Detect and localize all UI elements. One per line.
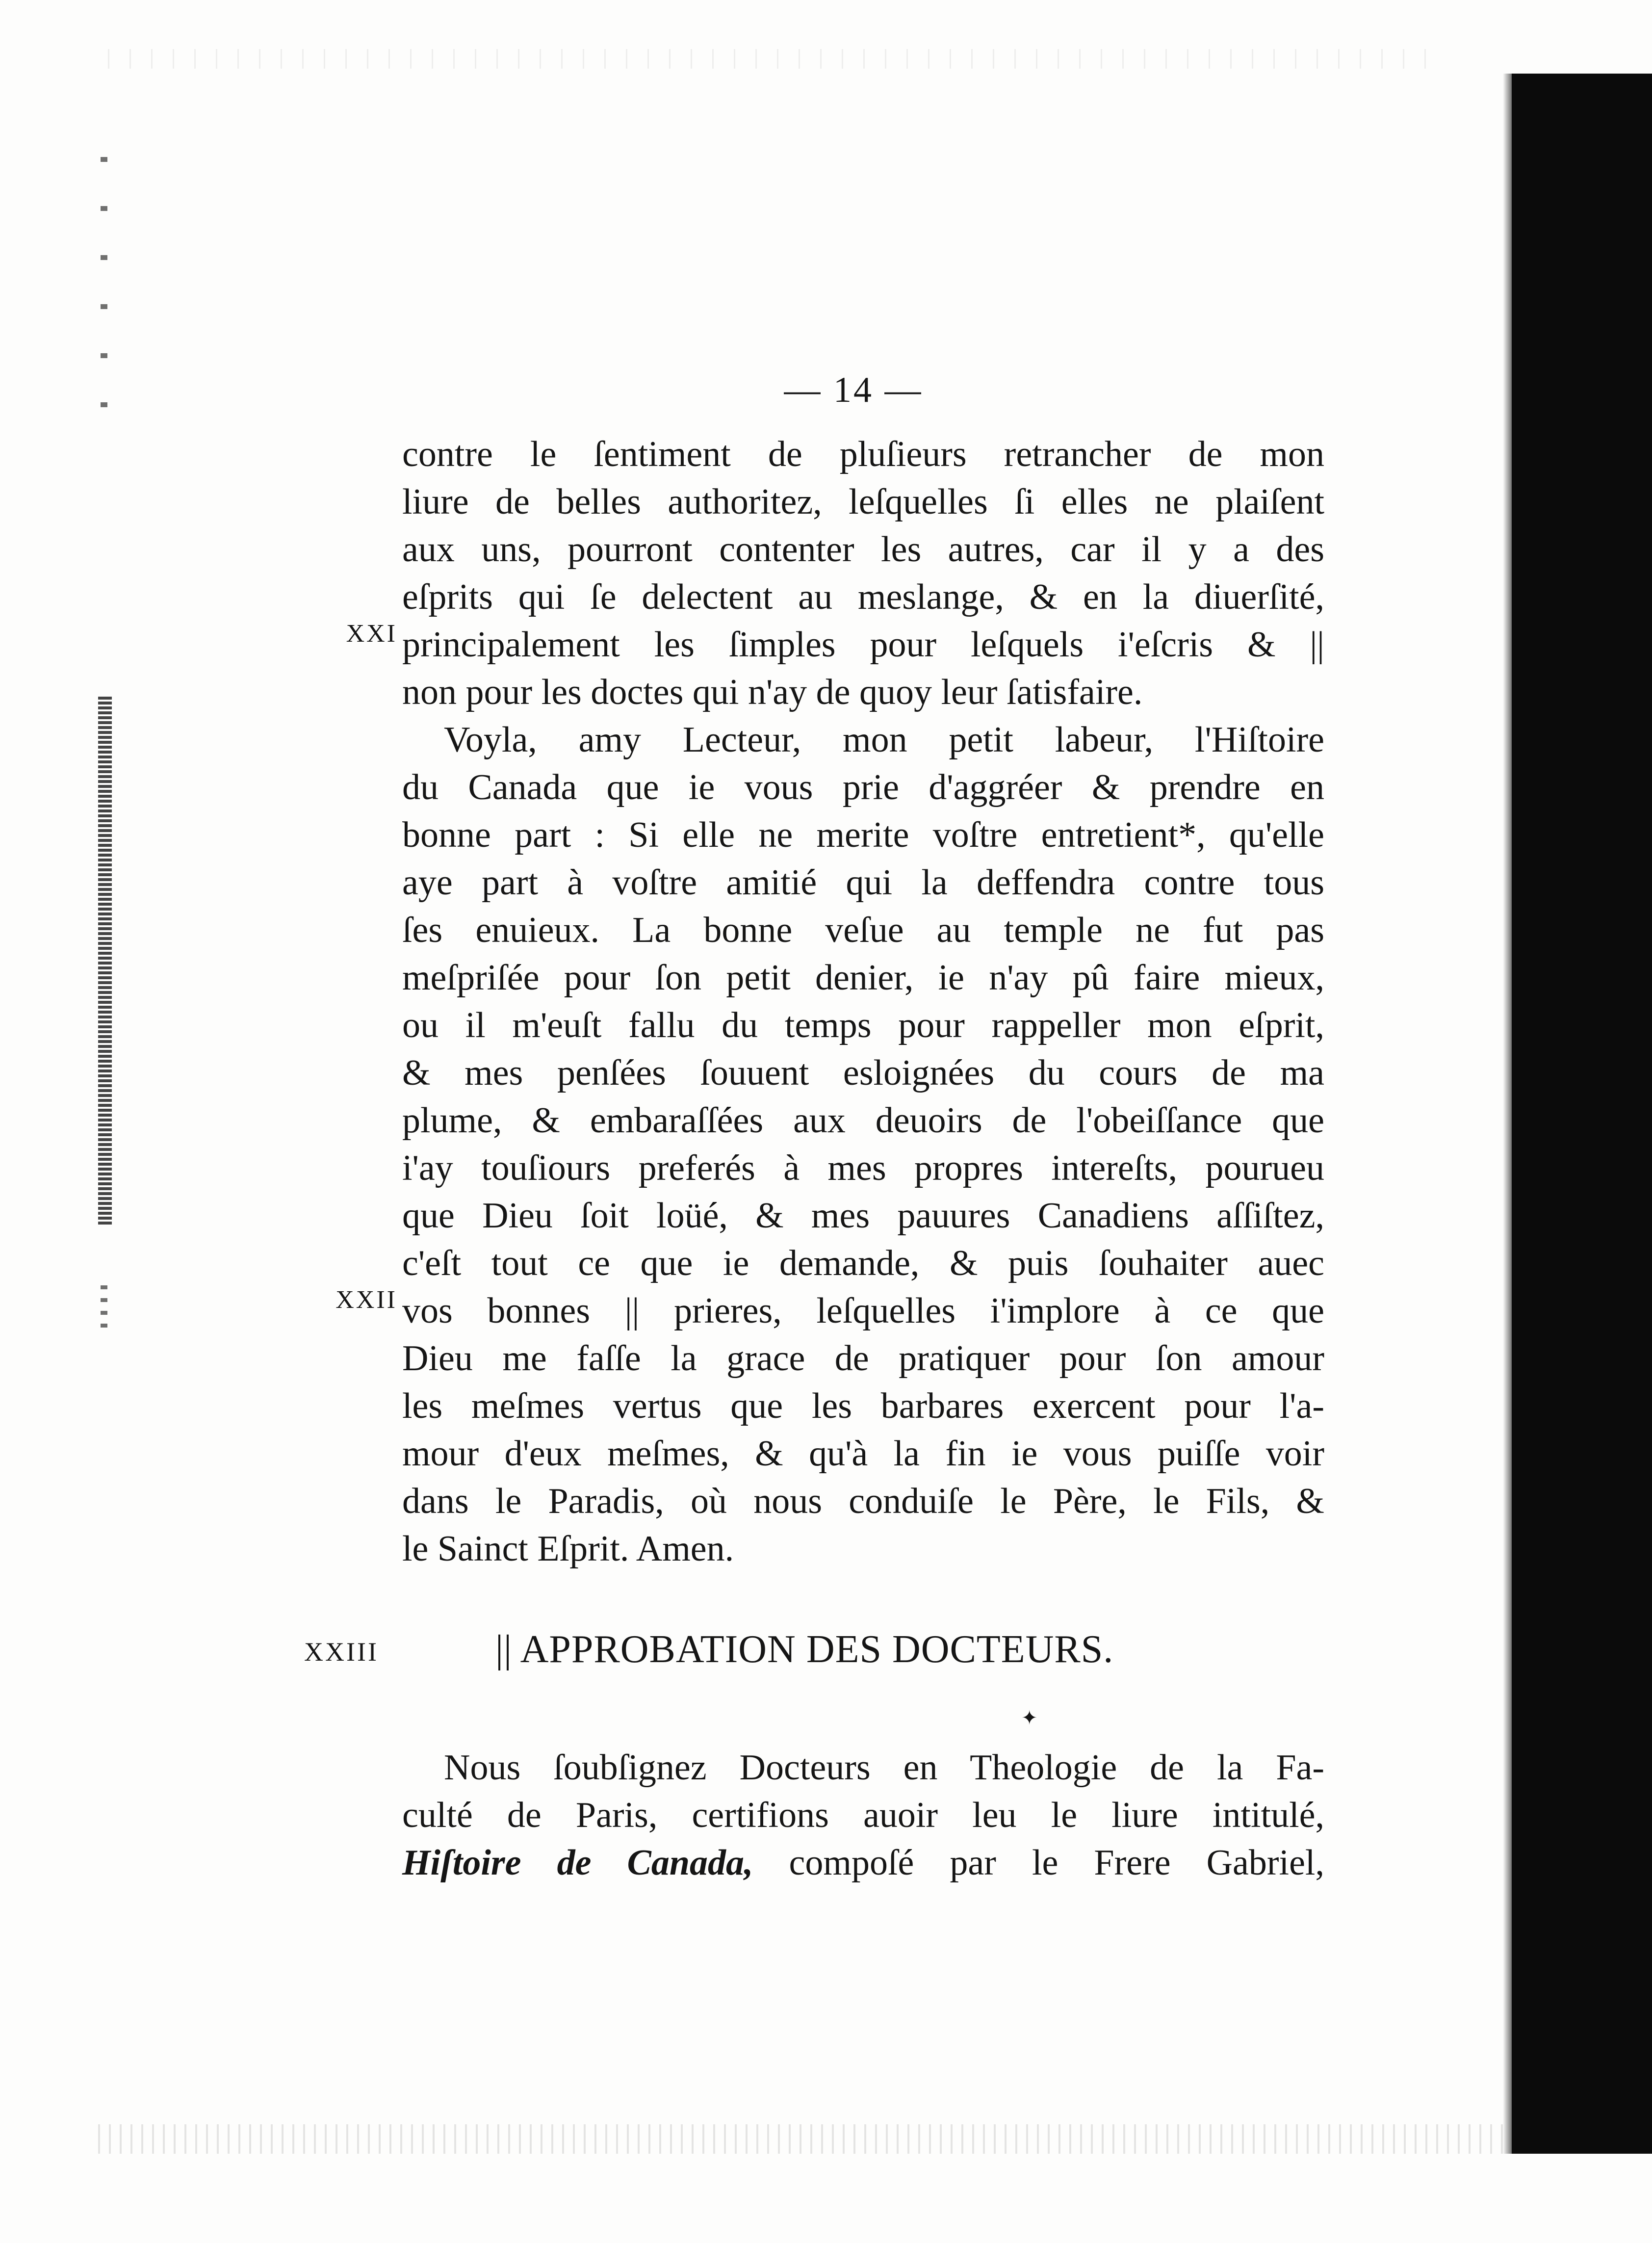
text-line: plume, & embaraſſées aux deuoirs de l'obeiſſance que	[402, 1100, 1324, 1141]
text-line: les meſmes vertus que les barbares exercent pour l'a-	[402, 1386, 1324, 1426]
approbation-text	[402, 1744, 1324, 1887]
page-number: — 14 —	[784, 370, 923, 410]
text-line: mour d'eux meſmes, & qu'à la fin ie vous puiſſe voir	[402, 1434, 1324, 1474]
text-line: c'eſt tout ce que ie demande, & puis ſouhaiter auec	[402, 1243, 1324, 1283]
text-line: le Sainct Eſprit. Amen.	[402, 1529, 734, 1569]
text-line: culté de Paris, certifions auoir leu le liure intitulé,	[402, 1795, 1324, 1835]
scan-noise-bottom	[98, 2124, 1511, 2154]
text-fragment: compoſé par le Frere Gabriel,	[753, 1843, 1324, 1883]
body-text	[402, 431, 1324, 1573]
text-line: principalement les ſimples pour leſquels i'eſcris & ||	[402, 625, 1324, 665]
text-line: dans le Paradis, où nous conduiſe le Père, le Fils, &	[402, 1481, 1324, 1521]
text-line: ſes enuieux. La bonne veſue au temple ne fut pas	[402, 910, 1324, 950]
margin-note-xxiii: XXIII	[304, 1637, 379, 1667]
section-heading: || APPROBATION DES DOCTEURS.	[495, 1628, 1114, 1671]
text-line: ou il m'euſt fallu du temps pour rappeller mon eſprit,	[402, 1005, 1324, 1045]
text-line: contre le ſentiment de pluſieurs retrancher de mon	[402, 434, 1324, 474]
text-line: Nous ſoubſignez Docteurs en Theologie de la Fa-	[444, 1747, 1324, 1788]
text-line: eſprits qui ſe delectent au meslange, & en la diuerſité,	[402, 577, 1324, 617]
text-line: liure de belles authoritez, leſquelles ſi elles ne plaiſent	[402, 482, 1324, 522]
text-line: bonne part : Si elle ne merite voſtre entretient*, qu'elle	[402, 815, 1324, 855]
ornament-icon: ✦	[1021, 1707, 1038, 1729]
text-line: aye part à voſtre amitié qui la deffendra contre tous	[402, 862, 1324, 903]
book-title: Hiſtoire de Canada,	[402, 1843, 753, 1883]
text-line: Dieu me faſſe la grace de pratiquer pour ſon amour	[402, 1338, 1324, 1379]
scan-noise-top	[108, 49, 1432, 69]
binding-edge	[1512, 74, 1652, 2154]
text-line: vos bonnes || prieres, leſquelles i'implore à ce que	[402, 1291, 1324, 1331]
text-line: aux uns, pourront contenter les autres, car il y a des	[402, 529, 1324, 570]
text-line: i'ay touſiours preferés à mes propres intereſts, pourueu	[402, 1148, 1324, 1188]
text-line: non pour les doctes qui n'ay de quoy leur ſatisfaire.	[402, 672, 1143, 712]
margin-note-xxi: XXI	[346, 620, 397, 648]
scan-marks-top	[101, 157, 107, 422]
text-line: meſpriſée pour ſon petit denier, ie n'ay pû faire mieux,	[402, 958, 1324, 998]
scan-marks-bottom	[101, 1285, 107, 1330]
scan-marks-left	[98, 697, 112, 1226]
text-line: Voyla, amy Lecteur, mon petit labeur, l'Hiſtoire	[444, 720, 1324, 760]
text-line: que Dieu ſoit loüé, & mes pauures Canadiens aſſiſtez,	[402, 1196, 1324, 1236]
text-line: du Canada que ie vous prie d'aggréer & prendre en	[402, 767, 1324, 808]
text-line-with-title	[402, 1839, 1324, 1887]
text-line: & mes penſées ſouuent esloignées du cours de ma	[402, 1053, 1324, 1093]
margin-note-xxii: XXII	[336, 1286, 397, 1314]
